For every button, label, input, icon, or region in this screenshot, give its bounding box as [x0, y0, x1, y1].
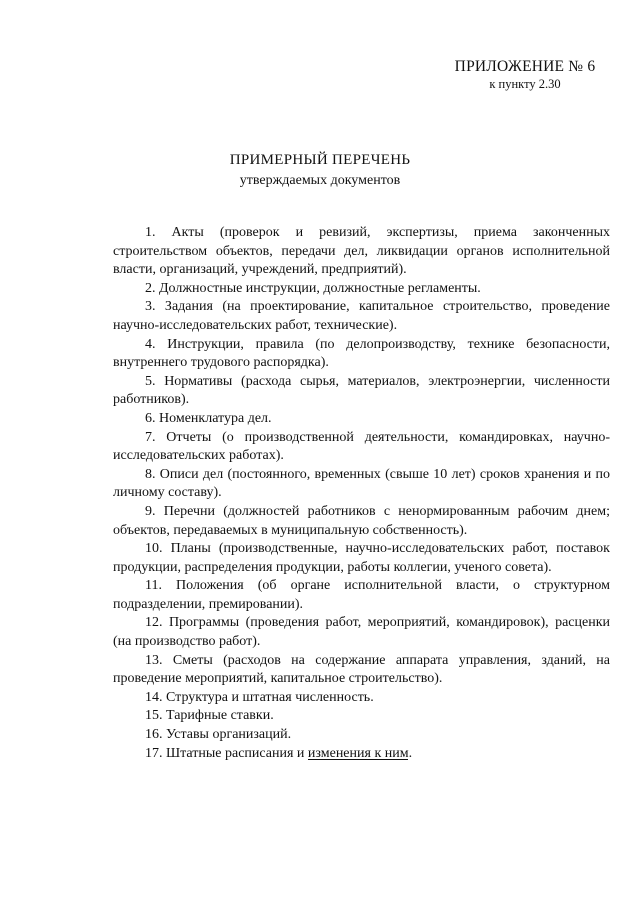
- document-title: ПРИМЕРНЫЙ ПЕРЕЧЕНЬ: [229, 152, 411, 168]
- document-subtitle: утверждаемых документов: [239, 173, 401, 188]
- document-list: [113, 224, 610, 763]
- list-item: 16. Уставы организаций.: [145, 727, 292, 743]
- list-item: 8. Описи дел (постоянного, временных (свыше 10 лет) сроков хранения и по личному составу).: [113, 466, 610, 501]
- appendix-title: ПРИЛОЖЕНИЕ № 6: [454, 58, 596, 75]
- list-item: 14. Структура и штатная численность.: [145, 689, 374, 705]
- list-item: 2. Должностные инструкции, должностные регламенты.: [145, 280, 481, 296]
- list-item: 5. Нормативы (расхода сырья, материалов, электроэнергии, численности работников).: [113, 373, 610, 408]
- list-item: 17. Штатные расписания и изменения к ним.: [145, 745, 413, 761]
- list-item: 12. Программы (проведения работ, мероприятий, командировок), расценки (на производство работ).: [113, 615, 610, 650]
- list-item: 7. Отчеты (о производственной деятельности, командировках, научно-исследовательских работах).: [113, 429, 610, 464]
- list-item: 3. Задания (на проектирование, капитальное строительство, проведение научно-исследовательских работ, технические).: [113, 299, 610, 333]
- list-item: 4. Инструкции, правила (по делопроизводству, технике безопасности, внутреннего трудового распорядка).: [113, 336, 610, 371]
- appendix-header: [440, 57, 610, 92]
- list-item: 9. Перечни (должностей работников с ненормированным рабочим днем; объектов, передаваемых в муниципальную собственность).: [113, 503, 610, 538]
- list-item: 15. Тарифные ставки.: [145, 708, 274, 724]
- list-item: 11. Положения (об органе исполнительной власти, о структурном подразделении, премировании).: [113, 578, 610, 612]
- list-item: 13. Сметы (расходов на содержание аппарата управления, зданий, на проведение мероприятий, капитальное строительство).: [113, 652, 610, 687]
- list-item: 1. Акты (проверок и ревизий, экспертизы, приема законченных строительством объектов, передачи дел, ликвидации органов исполнительной власти, организаций, учреждений, предприятий).: [113, 225, 610, 278]
- list-item: 6. Номенклатура дел.: [145, 410, 272, 426]
- appendix-reference: к пункту 2.30: [489, 77, 561, 91]
- list-item: 10. Планы (производственные, научно-исследовательских работ, поставок продукции, распределения продукции, работы коллегии, ученого совета).: [113, 541, 610, 575]
- end-divider: [308, 759, 408, 760]
- document-heading: [0, 150, 640, 191]
